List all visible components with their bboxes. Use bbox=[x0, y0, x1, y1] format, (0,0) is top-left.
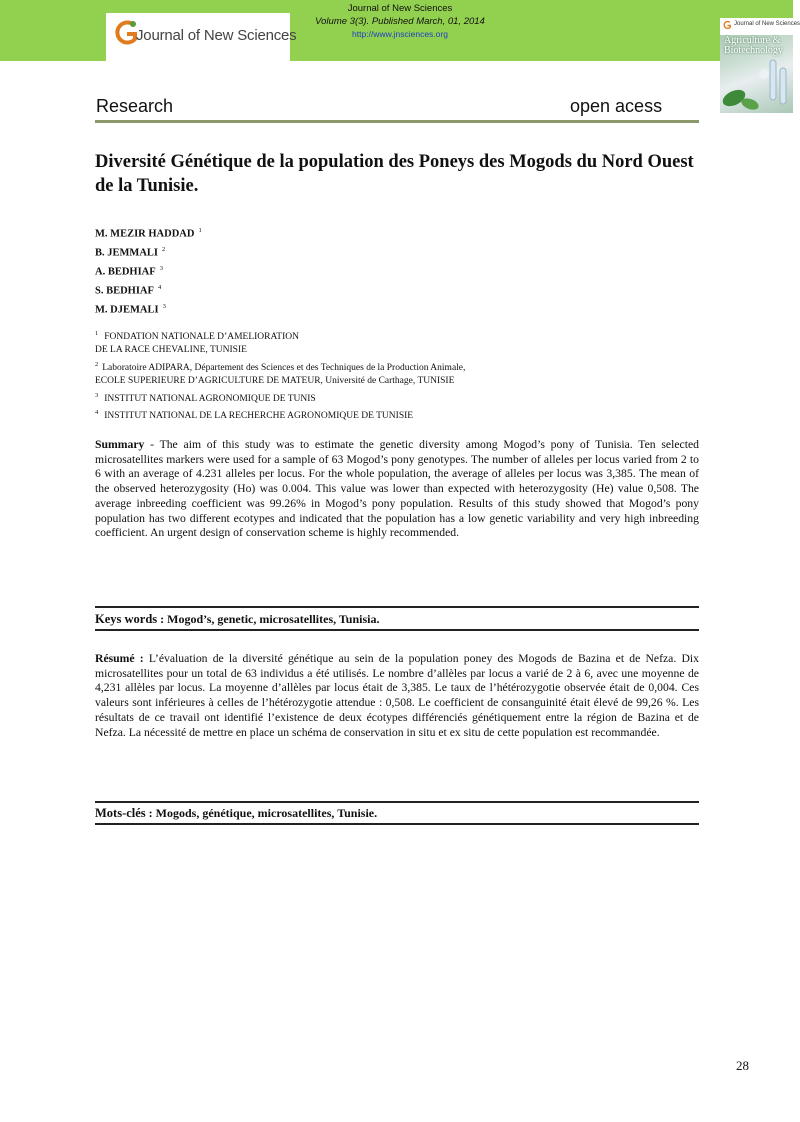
motscles-top-rule bbox=[95, 801, 699, 803]
affiliations bbox=[95, 327, 699, 423]
journal-banner bbox=[0, 0, 793, 61]
keywords-bottom-rule bbox=[95, 629, 699, 631]
author: A. BEDHIAF $^3$ bbox=[95, 265, 163, 278]
affiliation-4: $^4$ INSTITUT NATIONAL DE LA RECHERCHE AGRONOMIQUE DE TUNISIE bbox=[95, 408, 414, 422]
motscles-label: Mots-clés bbox=[95, 806, 146, 820]
access-type: open acess bbox=[570, 96, 663, 116]
article-title: Diversité Génétique de la population des Poneys des Mogods du Nord Ouest de la Tunisie. bbox=[95, 152, 694, 196]
affiliation-1-cont: DE LA RACE CHEVALINE, TUNISIE bbox=[95, 345, 247, 356]
badge-subtitle: Agriculture & Biotechnology bbox=[724, 35, 783, 56]
summary-label: Summary bbox=[95, 438, 145, 451]
author: M. DJEMALI $^3$ bbox=[95, 303, 166, 316]
journal-logo-text: Journal of New Sciences bbox=[136, 27, 297, 44]
resume-paragraph bbox=[95, 652, 699, 740]
summary-paragraph bbox=[95, 438, 699, 541]
motscles-text: : Mogods, génétique, microsatellites, Tunisie. bbox=[145, 806, 378, 820]
motscles-bottom-rule bbox=[95, 823, 699, 825]
header-divider bbox=[95, 120, 699, 123]
resume-text: L’évaluation de la diversité génétique au sein de la population poney des Mogods de Bazina et de Nefza. Dix microsatellites pour un total de 63 individus a été utilisés. Le nombre d’allèles par locus a varié de 2 à 6, avec une moyenne de 4,231 allèles par locus. La moyenne d’allèles par locus était de 3,385. Le taux de l’hétérozygotie observée était de 0,004. Ces valeurs sont inférieures à celles de l’hétérozygotie attendue : 0,508. Le coefficient de consanguinité était élevé de 99,26 %. Les résultats de ce travail ont identifié l’existence de deux écotypes différenciés génétiquement entre la région de Bazina et de Nefza. La nécessité de mettre en place un schéma de conservation in situ et ex situ de cette population est recommandée. bbox=[95, 652, 699, 739]
affiliation-3: $^3$ INSTITUT NATIONAL AGRONOMIQUE DE TUNIS bbox=[95, 391, 316, 404]
keywords-text: : Mogod’s, genetic, microsatellites, Tunisia. bbox=[157, 612, 380, 626]
author: S. BEDHIAF $^4$ bbox=[95, 284, 162, 297]
journal-logo bbox=[106, 13, 297, 61]
author: M. MEZIR HADDAD $^1$ bbox=[95, 227, 202, 240]
journal-url[interactable]: http://www.jnsciences.org bbox=[352, 29, 448, 39]
summary-text: - The aim of this study was to estimate the genetic diversity among Mogod’s pony of Tunisia. Ten selected microsatellites markers were used for a sample of 63 Mogod’s pony genotypes. The number of alleles per locus varied from 2 to 6 with an average of 4.231 alleles per locus. For the whole population, the average of alleles per locus was 3,385. The mean of the observed heterozygosity (Ho) was 0.004. This value was lower than expected with heterozygosity (He) value 0,508. The average inbreeding coefficient was 99.26% in Mogod’s pony population. Results of this study showed that Mogod’s pony population has two different ecotypes and indicated that the population has a low genetic variability and very high inbreeding coefficient. An urgent design of conservation scheme is highly recommended. bbox=[95, 438, 699, 540]
keywords-line bbox=[95, 612, 699, 627]
page-number: 28 bbox=[736, 1058, 749, 1073]
section-badge bbox=[720, 18, 800, 113]
badge-logo-icon bbox=[723, 20, 732, 31]
affiliation-2-cont: ECOLE SUPERIEURE D’AGRICULTURE DE MATEUR, Université de Carthage, TUNISIE bbox=[95, 376, 455, 387]
section-badge-header bbox=[720, 18, 800, 35]
journal-volume: Volume 3(3). Published March, 01, 2014 bbox=[315, 16, 485, 27]
motscles-line bbox=[95, 806, 699, 821]
resume-label: Résumé : bbox=[95, 652, 144, 665]
badge-journal-text: Journal of New Sciences bbox=[734, 21, 800, 27]
author-list bbox=[95, 223, 202, 318]
affiliation-2: $^2$ Laboratoire ADIPARA, Département des Sciences et des Techniques de la Production Animale, bbox=[95, 360, 466, 373]
journal-info bbox=[290, 2, 510, 41]
journal-name: Journal of New Sciences bbox=[347, 3, 453, 14]
author: B. JEMMALI $^2$ bbox=[95, 246, 166, 259]
article-type: Research bbox=[96, 96, 174, 116]
affiliation-1: $^1$ FONDATION NATIONALE D’AMELIORATION bbox=[95, 330, 299, 343]
keywords-top-rule bbox=[95, 606, 699, 608]
keywords-label: Keys words bbox=[95, 612, 158, 626]
plant-illustration bbox=[720, 54, 793, 113]
